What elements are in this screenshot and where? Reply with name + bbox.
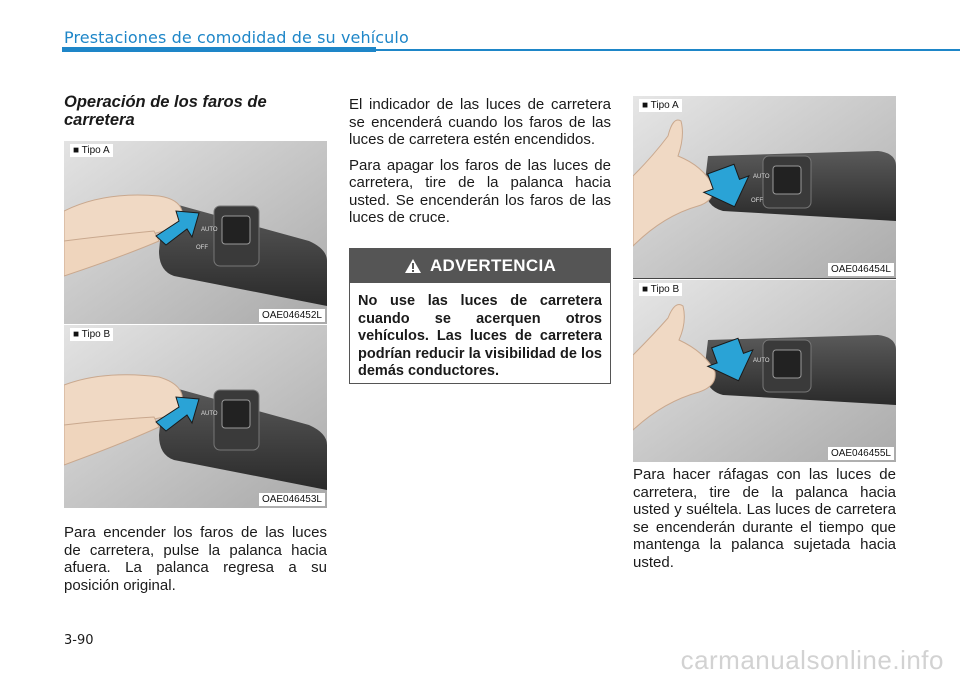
warning-header xyxy=(350,249,610,283)
figure-divider xyxy=(633,278,896,279)
figure-code: OAE046452L xyxy=(259,309,325,322)
figure-label: ■ Tipo A xyxy=(70,144,113,157)
lever-mark-auto: AUTO xyxy=(753,358,770,364)
warning-title: ADVERTENCIA xyxy=(429,256,557,275)
page-number: 3-90 xyxy=(64,633,94,648)
figure-code: OAE046453L xyxy=(259,493,325,506)
warning-box xyxy=(349,248,611,384)
lever-mark-off: OFF xyxy=(196,245,208,251)
lever-push-illustration xyxy=(64,325,327,508)
col2-paragraph-2: Para apagar los faros de las luces de carretera, tire de la palanca hacia usted. Se encenderán los faros de las luces de cruce. xyxy=(349,156,611,226)
figure-type-b-push xyxy=(64,325,327,508)
figure-type-a-push xyxy=(64,141,327,324)
warning-text: No use las luces de carretera cuando se acerquen otros vehículos. Las luces de carretera podrían reducir la visibilidad de los demás conductores. xyxy=(358,293,602,379)
col2-paragraph-1: El indicador de las luces de carretera se encenderá cuando los faros de las luces de carretera estén encendidos. xyxy=(349,96,611,148)
figure-type-b-pull xyxy=(633,280,896,462)
header-rule-thin xyxy=(376,49,960,51)
col1-paragraph: Para encender los faros de las luces de carretera, pulse la palanca hacia afuera. La palanca regresa a su posición original. xyxy=(64,524,327,594)
warning-triangle-icon xyxy=(404,258,422,274)
lever-pull-illustration xyxy=(633,280,896,462)
lever-mark-off: OFF xyxy=(751,198,763,204)
figure-type-a-pull xyxy=(633,96,896,278)
figure-label: ■ Tipo B xyxy=(639,283,682,296)
watermark: carmanualsonline.info xyxy=(680,645,944,675)
lever-mark-auto: AUTO xyxy=(201,411,218,417)
section-heading: Operación de los faros de carretera xyxy=(64,93,267,129)
page-header-title: Prestaciones de comodidad de su vehículo xyxy=(64,28,409,47)
lever-pull-illustration xyxy=(633,96,896,278)
figure-label: ■ Tipo B xyxy=(70,328,113,341)
figure-code: OAE046454L xyxy=(828,263,894,276)
figure-label: ■ Tipo A xyxy=(639,99,682,112)
header-rule-thick xyxy=(62,47,376,52)
col3-paragraph: Para hacer ráfagas con las luces de carretera, tire de la palanca hacia usted y suéltela. Las luces de carretera se encenderán durante el tiempo que mantenga la palanca sujetada hacia usted. xyxy=(633,466,896,571)
lever-mark-auto: AUTO xyxy=(201,227,218,233)
figure-code: OAE046455L xyxy=(828,447,894,460)
lever-push-illustration xyxy=(64,141,327,324)
col2-text xyxy=(349,96,611,235)
lever-mark-auto: AUTO xyxy=(753,174,770,180)
